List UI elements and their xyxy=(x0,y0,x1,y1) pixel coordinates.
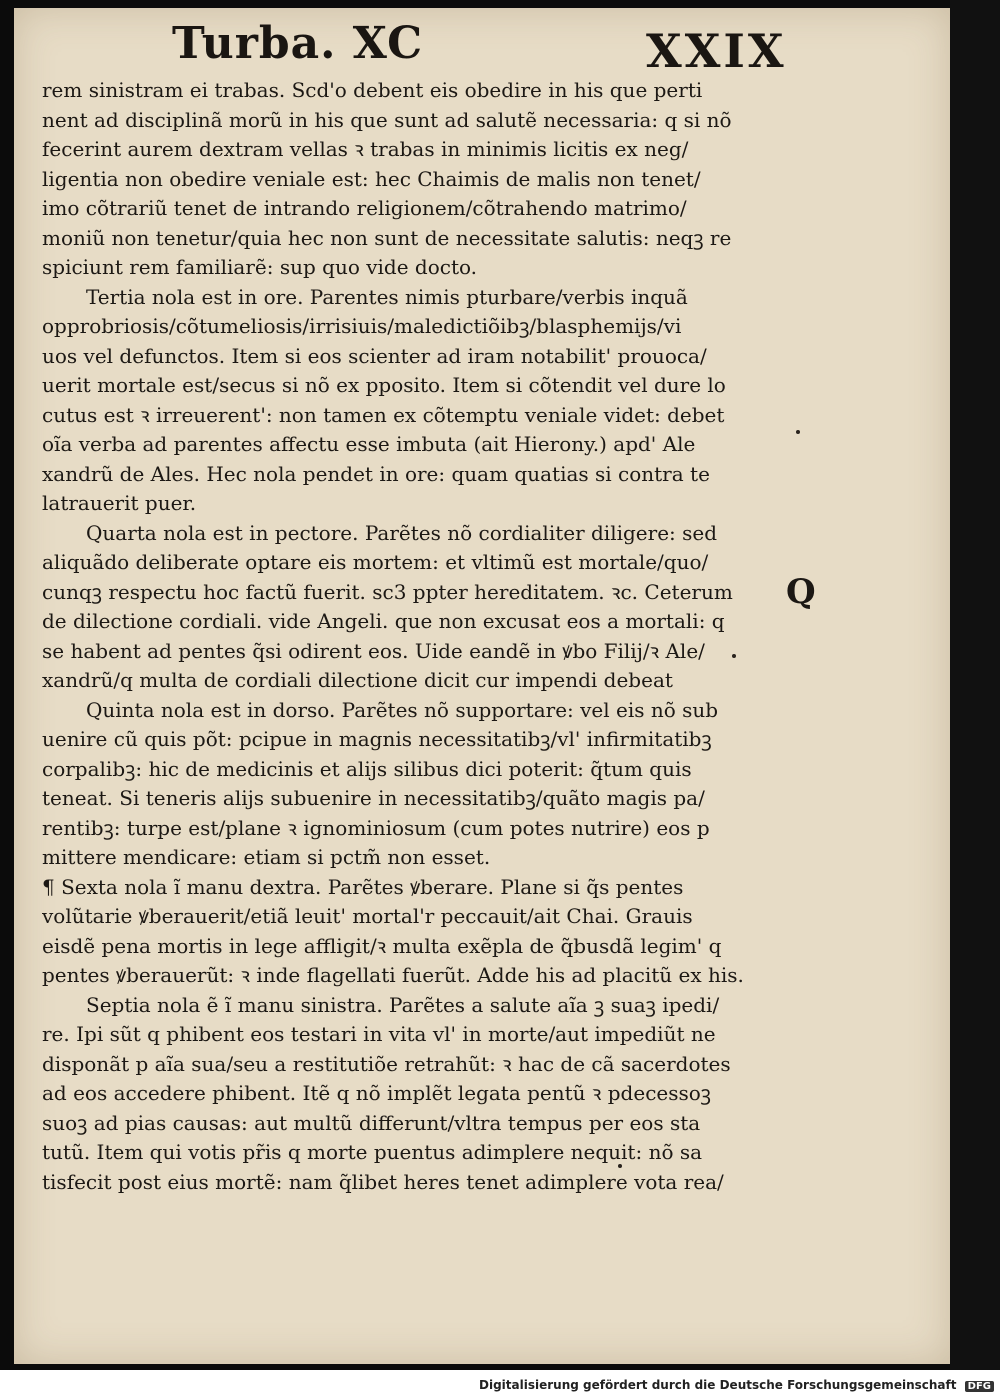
text-line: rentibꝫ: turpe est/plane ꝛ ignominiosum (cum potes nutrire) eos p xyxy=(42,815,710,840)
text-line: xandrũ de Ales. Hec nola pendet in ore: quam quatias si contra te xyxy=(42,461,710,486)
text-line: latrauerit puer. xyxy=(42,491,197,515)
ink-speck xyxy=(732,654,736,658)
text-line: fecerint aurem dextram vellas ꝛ trabas in minimis licitis ex neg/ xyxy=(42,137,689,161)
text-line: disponãt p aĩa sua/seu a restitutiõe retrahũt: ꝛ hac de cã sacerdotes xyxy=(42,1051,731,1076)
ink-speck xyxy=(796,430,800,434)
digitization-credit xyxy=(479,1378,994,1392)
text-line: rem sinistram ei trabas. Scd'o debent eis obedire in his que perti xyxy=(42,78,703,102)
margin-note: Q xyxy=(786,572,816,612)
text-line: xandrũ/q multa de cordiali dilectione dicit cur impendi debeat xyxy=(42,668,673,692)
folio-number: XXIX xyxy=(646,24,787,78)
paragraph-start-line: Quinta nola est in dorso. Parẽtes nõ supportare: vel eis nõ sub xyxy=(86,697,719,722)
paragraph-start-line: Septia nola ẽ ĩ manu sinistra. Parẽtes a salute aĩa ꝫ suaꝫ ipedi/ xyxy=(86,992,720,1017)
text-line: imo cõtrariũ tenet de intrando religionem/cõtrahendo matrimo/ xyxy=(42,196,687,220)
ink-speck xyxy=(618,1164,622,1168)
scan-edge xyxy=(950,0,1000,1370)
text-line: mittere mendicare: etiam si pctm̃ non esset. xyxy=(42,845,491,869)
text-line: cunqꝫ respectu hoc factũ fuerit. sc3 ppter hereditatem. ꝛc. Ceterum xyxy=(42,579,733,604)
text-line: de dilectione cordiali. vide Angeli. que non excusat eos a mortali: q xyxy=(42,609,725,633)
text-line: suoꝫ ad pias causas: aut multũ differunt/vltra tempus per eos sta xyxy=(42,1110,701,1135)
text-line: tisfecit post eius mortẽ: nam q̃libet heres tenet adimplere vota rea/ xyxy=(42,1169,724,1194)
text-line: uos vel defunctos. Item si eos scienter ad iram notabilit' prouoca/ xyxy=(42,343,707,368)
text-line: teneat. Si teneris alijs subuenire in necessitatibꝫ/quãto magis pa/ xyxy=(42,786,705,810)
text-line: volũtarie ꝟberauerit/etiã leuit' mortal'r peccauit/ait Chai. Grauis xyxy=(42,904,693,928)
text-line: spiciunt rem familiarẽ: sup quo vide docto. xyxy=(42,255,478,279)
text-block xyxy=(42,76,772,1197)
dfg-logo: DFG xyxy=(965,1381,994,1392)
book-page xyxy=(14,8,950,1364)
paragraph-start-line: Tertia nola est in ore. Parentes nimis pturbare/verbis inquã xyxy=(86,284,688,309)
text-line: re. Ipi sũt q phibent eos testari in vita vl' in morte/aut impediũt ne xyxy=(42,1022,716,1046)
text-line: uerit mortale est/secus si nõ ex pposito. Item si cõtendit vel dure lo xyxy=(42,373,726,397)
text-line: nent ad disciplinã morũ in his que sunt ad salutẽ necessaria: q si nõ xyxy=(42,107,732,132)
text-line: tutũ. Item qui votis pr̃is q morte puentus adimplere nequit: nõ sa xyxy=(42,1140,703,1164)
credit-text: Digitalisierung gefördert durch die Deutsche Forschungsgemeinschaft xyxy=(479,1378,957,1392)
text-line: oĩa verba ad parentes affectu esse imbuta (ait Hierony.) apd' Ale xyxy=(42,432,696,456)
text-line: ad eos accedere phibent. Itẽ q nõ implẽt legata pentũ ꝛ pdecessoꝫ xyxy=(42,1081,712,1105)
text-line: aliquãdo deliberate optare eis mortem: et vltimũ est mortale/quo/ xyxy=(42,550,709,574)
text-line: ligentia non obedire veniale est: hec Chaimis de malis non tenet/ xyxy=(42,166,701,191)
text-line: uenire cũ quis põt: pcipue in magnis necessitatibꝫ/vl' infirmitatibꝫ xyxy=(42,727,712,751)
text-line: se habent ad pentes q̃si odirent eos. Uide eandẽ in ꝟbo Filij/ꝛ Ale/ xyxy=(42,638,705,663)
paragraph-start-line: Quarta nola est in pectore. Parẽtes nõ cordialiter diligere: sed xyxy=(86,520,718,545)
text-line: opprobriosis/cõtumeliosis/irrisiuis/maledictiõibꝫ/blasphemijs/vi xyxy=(42,314,682,338)
text-line: cutus est ꝛ irreuerent': non tamen ex cõtemptu veniale videt: debet xyxy=(42,402,725,427)
text-line: pentes ꝟberauerũt: ꝛ inde flagellati fuerũt. Adde his ad placitũ ex his. xyxy=(42,963,744,987)
running-head-left: Turba. XC xyxy=(172,18,424,69)
text-line: eisdẽ pena mortis in lege affligit/ꝛ multa exẽpla de q̃busdã legim' q xyxy=(42,933,722,958)
text-line: corpalibꝫ: hic de medicinis et alijs silibus dici poterit: q̃tum quis xyxy=(42,756,692,781)
paragraph-start-line: ¶ Sexta nola ĩ manu dextra. Parẽtes ꝟberare. Plane si q̃s pentes xyxy=(42,874,684,899)
text-line: moniũ non tenetur/quia hec non sunt de necessitate salutis: neqꝫ re xyxy=(42,225,732,250)
